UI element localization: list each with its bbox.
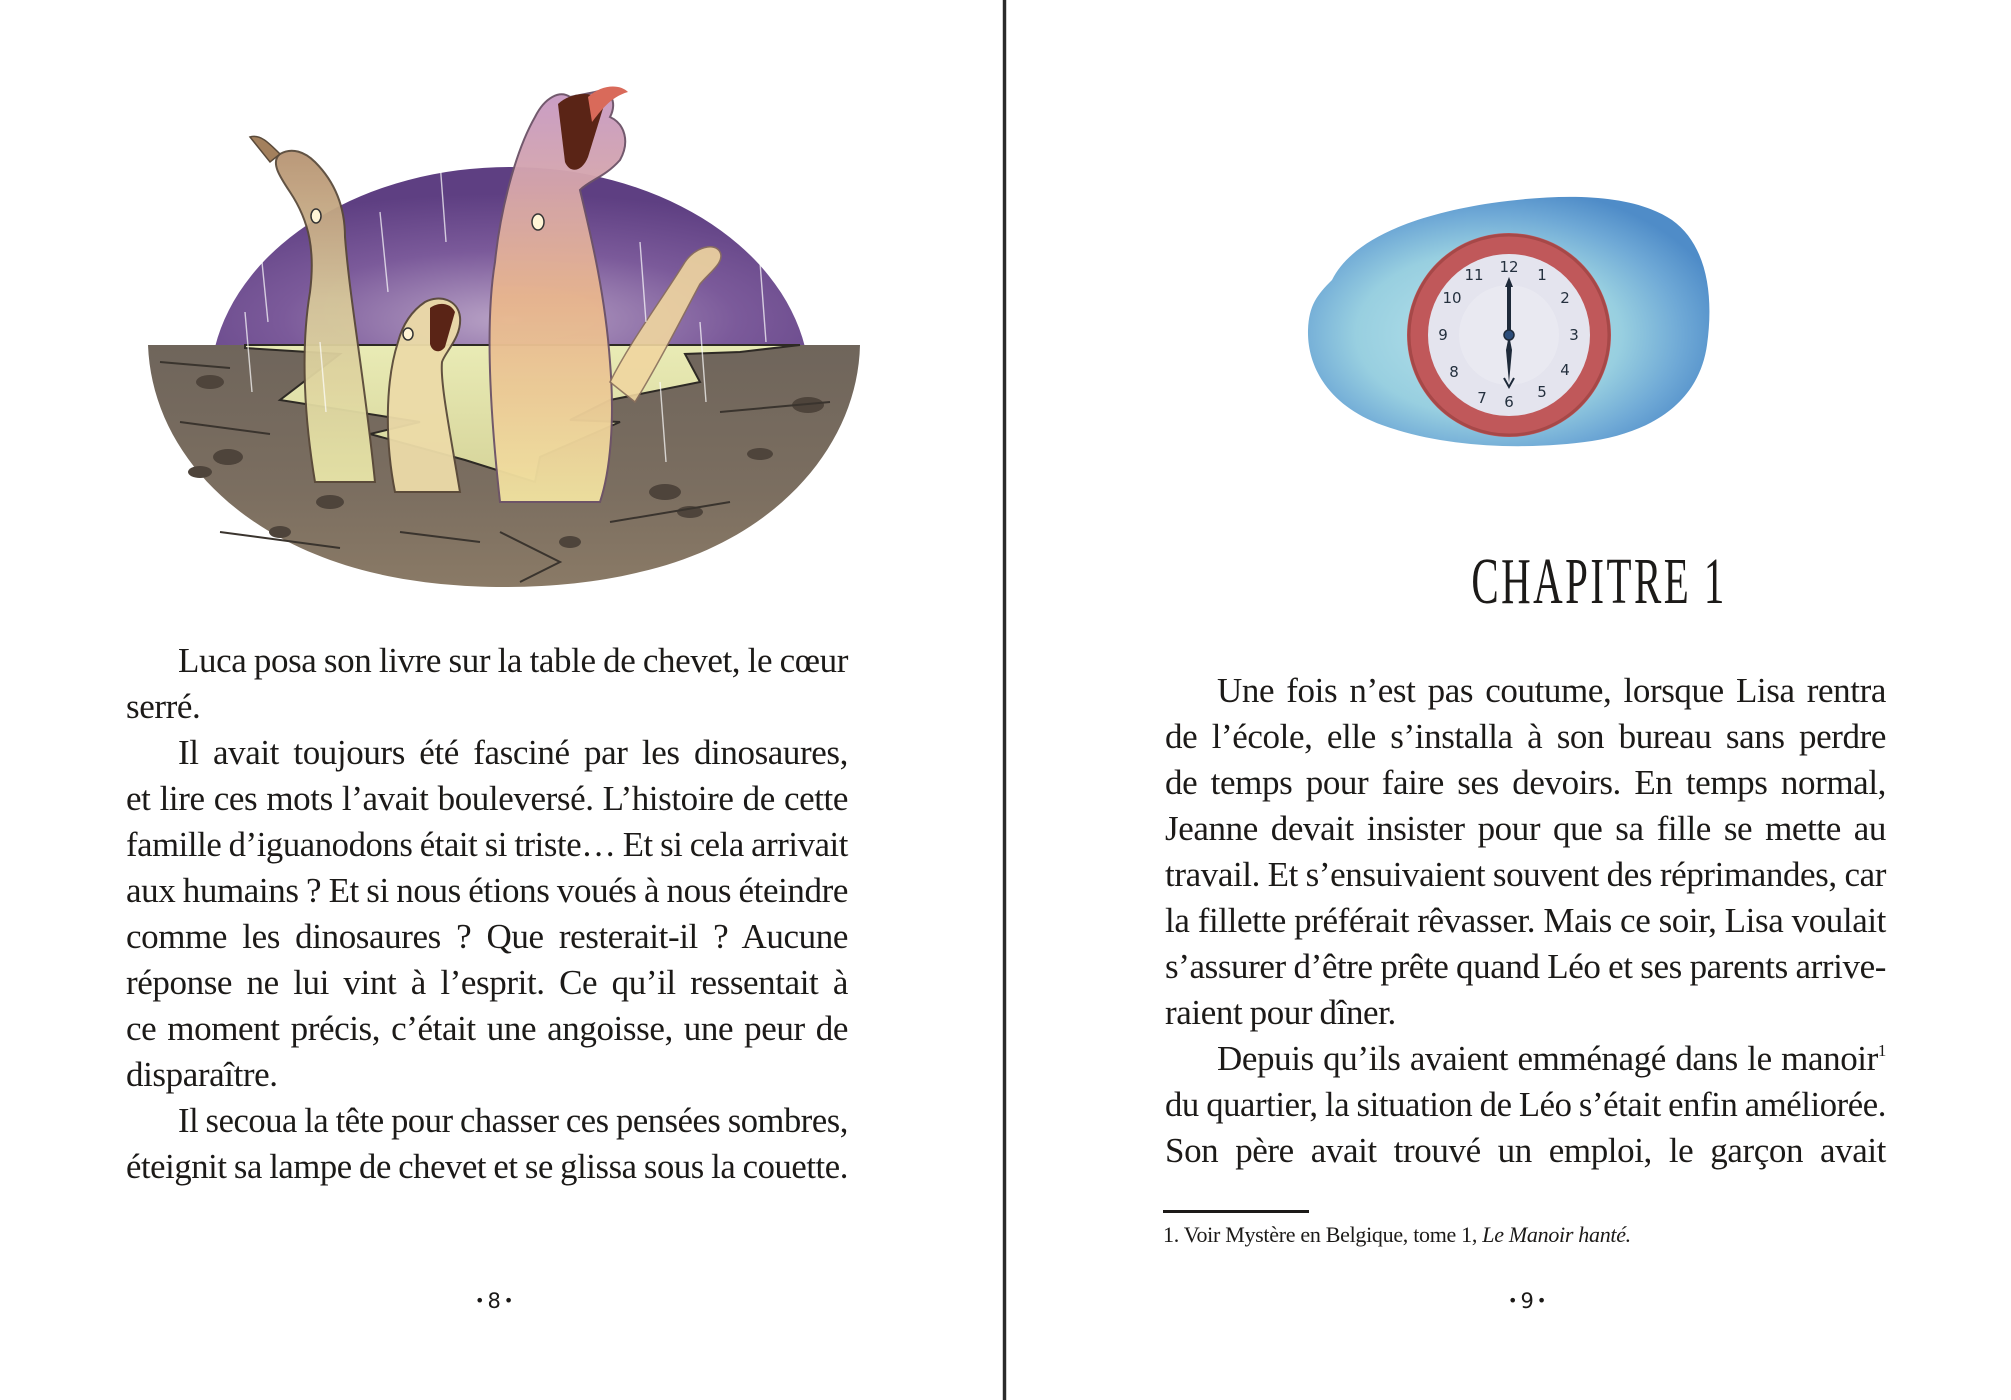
page-number-left (472, 1287, 516, 1317)
text-line: ce moment précis, c’était une angoisse, une peur de (126, 1009, 848, 1048)
text-line: Jeanne devait insister pour que sa fille se mette au (1165, 809, 1886, 848)
text-line: la fillette préférait rêvasser. Mais ce soir, Lisa voulait (1165, 901, 1886, 940)
left-page-body-text (126, 638, 848, 1190)
text-line: famille d’iguanodons était si triste… Et si cela arrivait (126, 826, 848, 864)
text-line: Il avait toujours été fasciné par les dinosaures, (178, 733, 848, 772)
svg-text:12: 12 (1499, 258, 1519, 276)
text-line: aux humains ? Et si nous étions voués à nous éteindre (126, 871, 848, 910)
text-line: éteignit sa lampe de chevet et se glissa sous la couette. (126, 1148, 848, 1186)
text-line: Son père avait trouvé un emploi, le garçon avait (1165, 1131, 1886, 1170)
dinosaur-illustration (140, 62, 870, 602)
footnote (1163, 1220, 1631, 1250)
page-number-right (1505, 1287, 1549, 1317)
svg-text:1: 1 (1537, 266, 1547, 284)
svg-text:2: 2 (1560, 289, 1570, 307)
svg-text:11: 11 (1464, 266, 1484, 284)
text-line-with-footnote (1165, 1036, 1886, 1082)
page-number-value: 9 (1520, 1289, 1534, 1313)
svg-text:6: 6 (1504, 393, 1514, 411)
folio-dot: • (1508, 1291, 1518, 1310)
left-page (0, 0, 1004, 1400)
text-line: Luca posa son livre sur la table de chevet, le cœur (178, 641, 848, 680)
text-line: réponse ne lui vint à l’esprit. Ce qu’il ressentait à (126, 963, 848, 1002)
text-line: Une fois n’est pas coutume, lorsque Lisa rentra (1217, 671, 1886, 710)
svg-text:3: 3 (1569, 326, 1579, 344)
svg-text:7: 7 (1477, 389, 1487, 407)
text-line: serré. (126, 687, 201, 726)
svg-text:5: 5 (1537, 383, 1547, 401)
footnote-number: 1. (1163, 1222, 1179, 1247)
clock-illustration-icon (1302, 185, 1717, 453)
text-line: travail. Et s’ensuivaient souvent des réprimandes, car (1165, 855, 1886, 894)
text-line: de temps pour faire ses devoirs. En temps normal, (1165, 763, 1886, 802)
text-line: raient pour dîner. (1165, 993, 1396, 1032)
footnote-book-title: Le Manoir hanté. (1482, 1222, 1631, 1247)
folio-dot: • (475, 1291, 485, 1310)
svg-text:4: 4 (1560, 361, 1570, 379)
text-line-content: Depuis qu’ils avaient emménagé dans le manoir (1217, 1039, 1878, 1078)
folio-dot: • (1536, 1291, 1547, 1310)
text-line: de l’école, elle s’installa à son bureau sans perdre (1165, 717, 1886, 756)
text-line: s’assurer d’être prête quand Léo et ses parents arrive- (1165, 947, 1886, 986)
footnote-reference[interactable]: 1 (1877, 1041, 1886, 1060)
text-line: comme les dinosaures ? Que resterait-il ? Aucune (126, 917, 848, 956)
text-line: et lire ces mots l’avait bouleversé. L’histoire de cette (126, 779, 848, 818)
svg-text:9: 9 (1438, 326, 1448, 344)
dinosaur-illustration-icon (140, 62, 870, 602)
folio-dot: • (503, 1291, 514, 1310)
svg-text:10: 10 (1442, 289, 1462, 307)
text-line: du quartier, la situation de Léo s’était enfin améliorée. (1165, 1086, 1886, 1124)
svg-text:8: 8 (1449, 363, 1459, 381)
footnote-separator (1163, 1210, 1309, 1213)
footnote-text: Voir Mystère en Belgique, tome 1, (1183, 1222, 1478, 1247)
page-gutter-divider (1003, 0, 1006, 1400)
clock-illustration (1302, 185, 1717, 453)
right-page-body-text (1165, 668, 1886, 1174)
page-number-value: 8 (487, 1289, 501, 1313)
chapter-title-text: CHAPITRE 1 (1471, 545, 1727, 618)
right-page (1007, 0, 2011, 1400)
chapter-title (1393, 545, 1727, 618)
text-line: disparaître. (126, 1055, 278, 1094)
text-line: Il secoua la tête pour chasser ces pensées sombres, (178, 1102, 848, 1140)
